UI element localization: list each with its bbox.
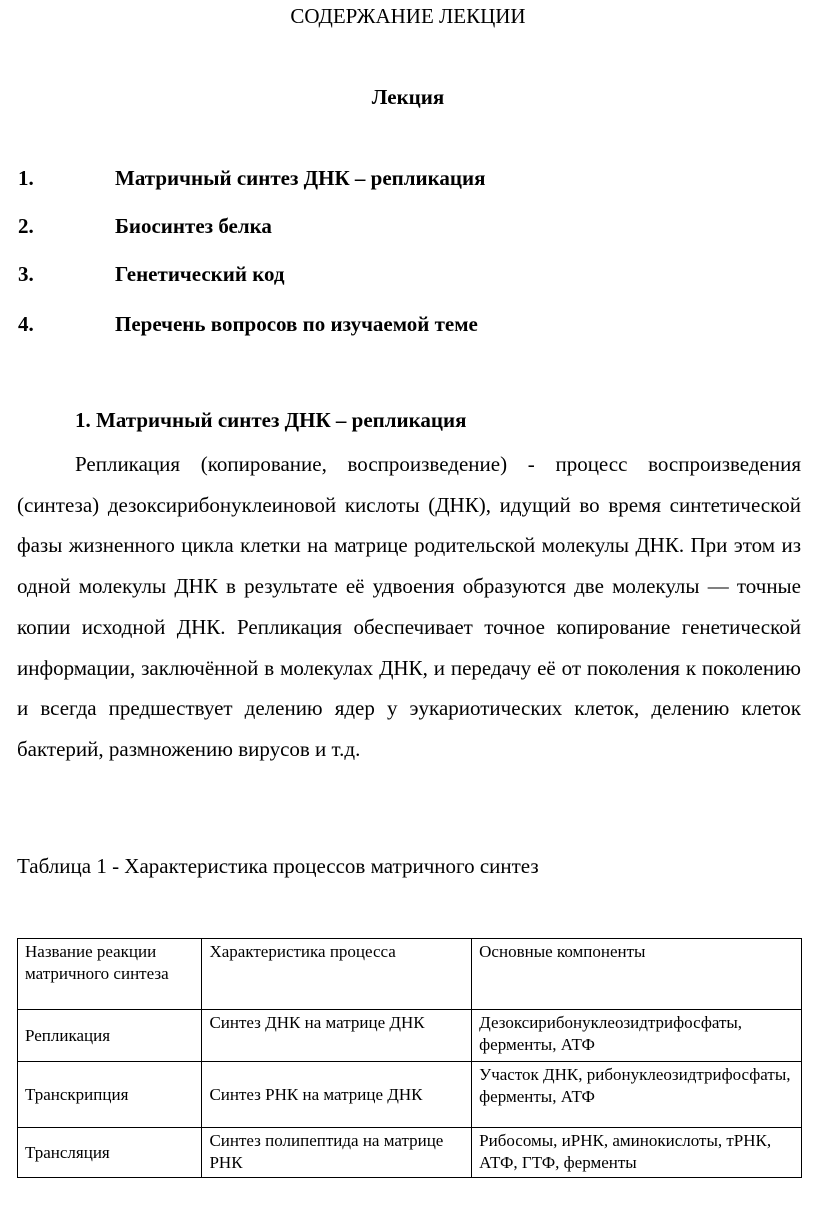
toc-number: 1. (18, 166, 34, 190)
table-cell: Дезоксирибонуклеозидтрифосфаты, ферменты, АТФ (472, 1010, 802, 1062)
column-header: Характеристика процесса (202, 939, 472, 1010)
table-cell: Репликация (18, 1010, 202, 1062)
table-cell: Транскрипция (18, 1062, 202, 1128)
page-title: СОДЕРЖАНИЕ ЛЕКЦИИ (290, 4, 526, 28)
toc-number: 2. (18, 214, 34, 238)
table-row (18, 1062, 802, 1128)
toc-number: 4. (18, 312, 34, 336)
table-cell: Участок ДНК, рибонуклеозидтрифосфаты, ферменты, АТФ (472, 1062, 802, 1128)
toc-item: Матричный синтез ДНК – репликация (115, 166, 486, 190)
toc-item: Генетический код (115, 262, 285, 286)
table-row (18, 1010, 802, 1062)
column-header: Основные компоненты (472, 939, 802, 1010)
table-cell: Синтез полипептида на матрице РНК (202, 1128, 472, 1178)
table-cell: Рибосомы, иРНК, аминокислоты, тРНК, АТФ, ГТФ, ферменты (472, 1128, 802, 1178)
table-header-row (18, 939, 802, 1010)
table-row (18, 1128, 802, 1178)
lecture-label: Лекция (371, 85, 445, 109)
section-paragraph: Репликация (копирование, воспроизведение) - процесс воспроизведения (синтеза) дезоксирибонуклеиновой кислоты (ДНК), идущий во время синтетической фазы жизненного цикла клетки на матрице родительской молекулы ДНК. При этом из одной молекулы ДНК в результате её удвоения образуются две молекулы — точные копии исходной ДНК. Репликация обеспечивает точное копирование генетической информации, заключённой в молекулах ДНК, и передачу её от поколения к поколению и всегда предшествует делению ядер у эукариотических клеток, делению клеток бактерий, размножению вирусов и т.д. (17, 452, 801, 761)
section-heading: 1. Матричный синтез ДНК – репликация (75, 408, 467, 432)
toc-item: Биосинтез белка (115, 214, 272, 238)
process-table (17, 938, 802, 1178)
table-caption: Таблица 1 - Характеристика процессов матричного синтез (17, 854, 539, 878)
toc-number: 3. (18, 262, 34, 286)
table-cell: Синтез РНК на матрице ДНК (202, 1062, 472, 1128)
column-header: Название реакции матричного синтеза (18, 939, 202, 1010)
table-cell: Трансляция (18, 1128, 202, 1178)
table-cell: Синтез ДНК на матрице ДНК (202, 1010, 472, 1062)
toc-item: Перечень вопросов по изучаемой теме (115, 312, 478, 336)
